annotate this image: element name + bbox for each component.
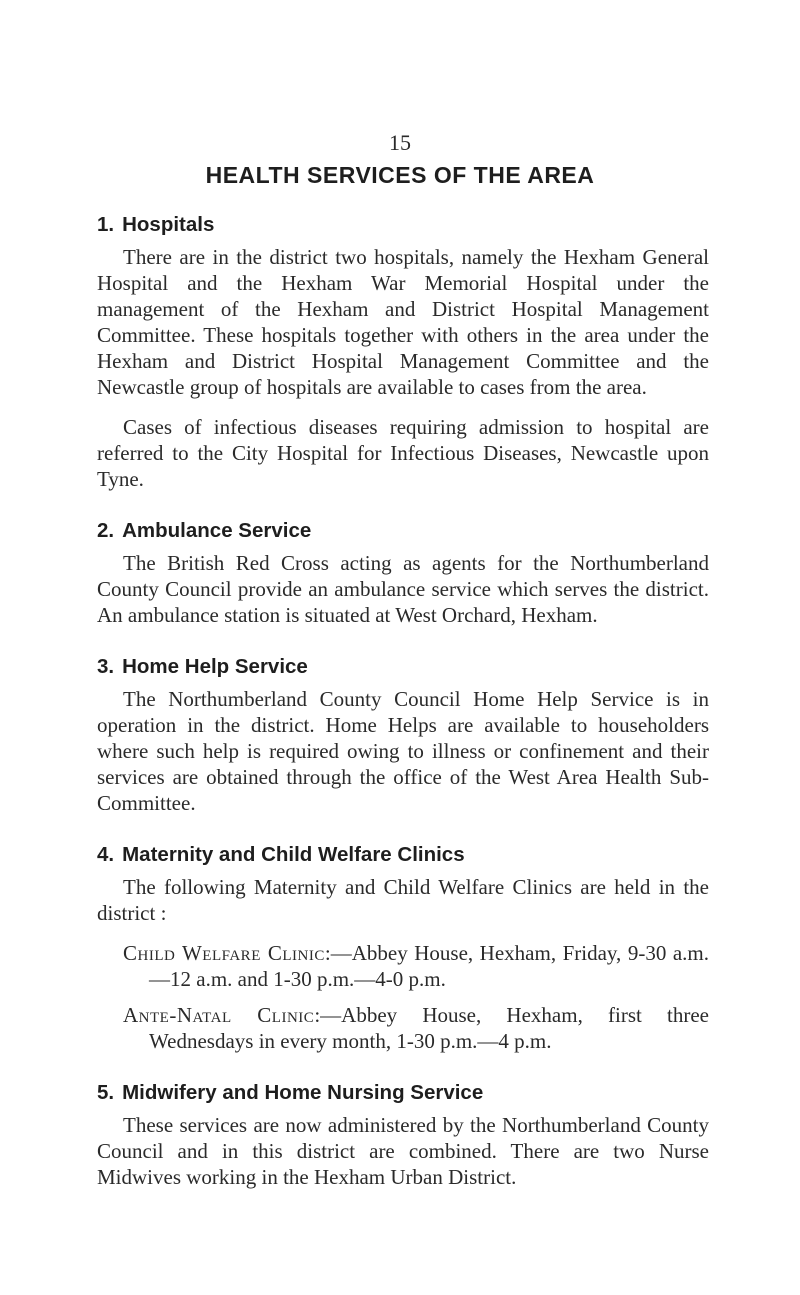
section-heading: [97, 518, 709, 544]
paragraph: There are in the district two hospitals, namely the Hexham General Hospital and the Hexham War Memorial Hospital under the management of the Hexham and District Hospital Management Committee. These hospitals together with others in the area under the Hexham and District Hospital Management Committee and the Newcastle group of hospitals are available to cases from the area.: [97, 245, 709, 399]
section-title: Ambulance Service: [122, 519, 312, 542]
section-number: 2.: [97, 519, 115, 542]
section-heading: [97, 1080, 709, 1106]
section-heading: [97, 212, 709, 238]
section-maternity-clinics: [97, 842, 709, 1054]
section-title: Home Help Service: [122, 655, 308, 678]
clinic-details: :—Abbey House, Hexham, Friday, 9-30 a.m.—12 a.m. and 1-30 p.m.—4-0 p.m.: [149, 941, 710, 991]
section-ambulance-service: [97, 518, 709, 628]
clinic-details: :—Abbey House, Hexham, first three Wednesdays in every month, 1-30 p.m.—4 p.m.: [149, 1003, 710, 1053]
section-number: 4.: [97, 843, 115, 866]
paragraph: The Northumberland County Council Home Help Service is in operation in the district. Home Helps are available to householders where such help is required owing to illness or confinement and their services are obtained through the office of the West Area Health Sub-Committee.: [97, 687, 709, 815]
section-hospitals: [97, 212, 709, 492]
page-number: 15: [389, 130, 411, 155]
section-title: Maternity and Child Welfare Clinics: [122, 843, 465, 866]
clinic-entry: [97, 1002, 709, 1054]
clinic-name: Ante-Natal Clinic: [123, 1003, 315, 1027]
section-midwifery-nursing: [97, 1080, 709, 1190]
clinic-entry: [97, 940, 709, 992]
clinic-name: Child Welfare Clinic: [123, 941, 325, 965]
section-home-help-service: [97, 654, 709, 816]
section-title: Hospitals: [122, 213, 215, 236]
section-heading: [97, 654, 709, 680]
section-title: Midwifery and Home Nursing Service: [122, 1081, 484, 1104]
document-body: [97, 212, 709, 1216]
page-title: HEALTH SERVICES OF THE AREA: [205, 162, 595, 188]
section-number: 5.: [97, 1081, 115, 1104]
paragraph: The British Red Cross acting as agents for the Northumberland County Council provide an ambulance service which serves the district. An ambulance station is situated at West Orchard, Hexham.: [97, 551, 709, 627]
section-number: 1.: [97, 213, 115, 236]
paragraph: Cases of infectious diseases requiring admission to hospital are referred to the City Hospital for Infectious Diseases, Newcastle upon Tyne.: [97, 415, 709, 491]
paragraph: The following Maternity and Child Welfare Clinics are held in the district :: [97, 875, 709, 925]
section-number: 3.: [97, 655, 115, 678]
paragraph: These services are now administered by the Northumberland County Council and in this district are combined. There are two Nurse Midwives working in the Hexham Urban District.: [97, 1113, 709, 1189]
section-heading: [97, 842, 709, 868]
